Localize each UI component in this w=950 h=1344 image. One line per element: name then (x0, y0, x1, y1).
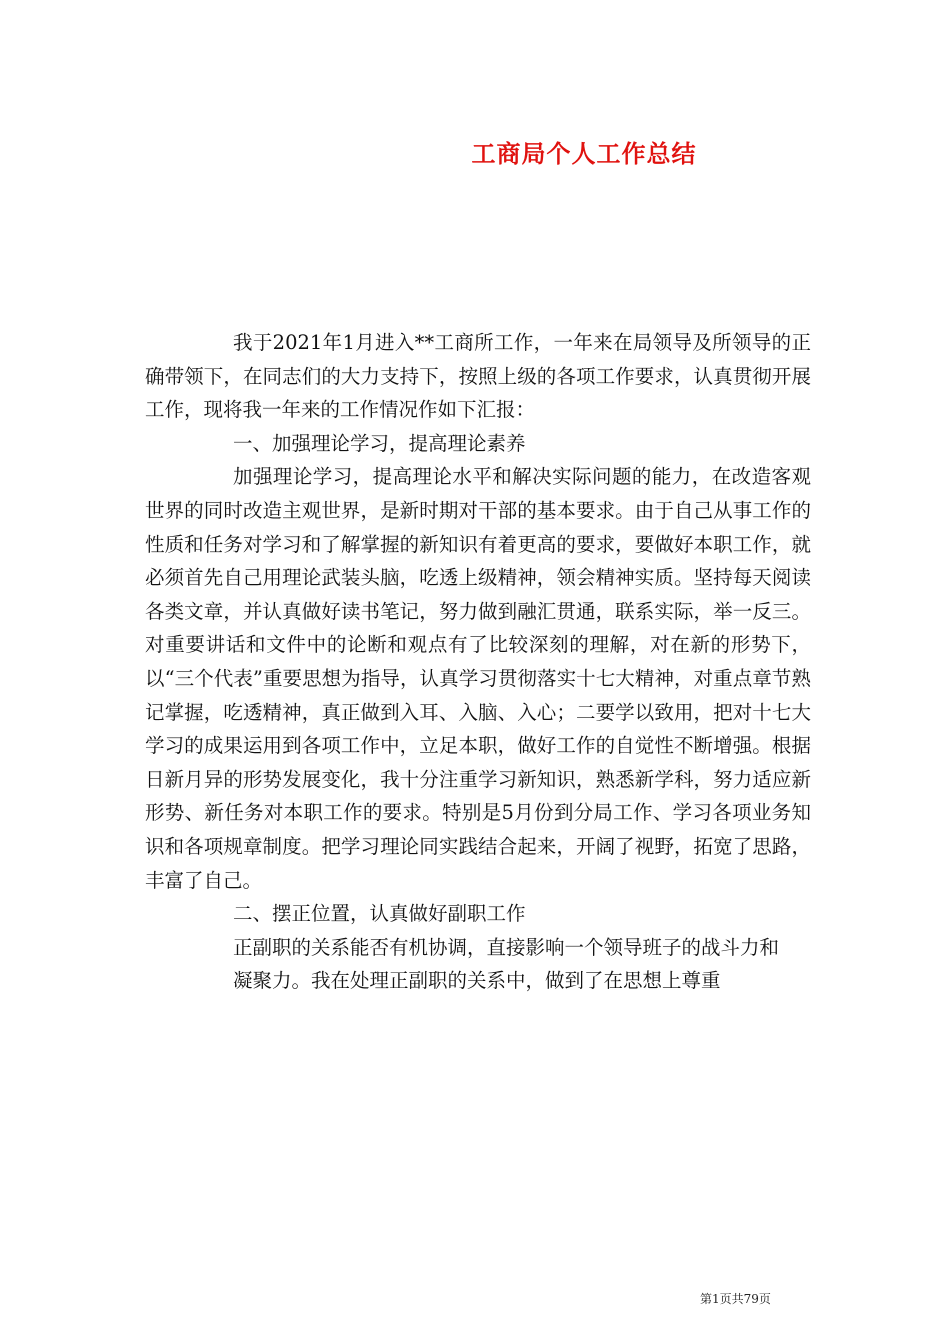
document-body (145, 326, 811, 998)
document-title: 工商局个人工作总结 (471, 139, 697, 168)
paragraph-section-2b: 凝聚力。我在处理正副职的关系中，做到了在思想上尊重 (233, 969, 721, 993)
paragraph-intro: 我于2021年1月进入**工商所工作，一年来在局领导及所领导的正确带领下，在同志们的大力支持下，按照上级的各项工作要求，认真贯彻开展工作，现将我一年来的工作情况作如下汇报： (145, 331, 811, 422)
paragraph-section-2a: 正副职的关系能否有机协调，直接影响一个领导班子的战斗力和 (233, 935, 780, 959)
section-heading-1: 一、加强理论学习，提高理论素养 (233, 431, 526, 455)
section-heading-2: 二、摆正位置，认真做好副职工作 (233, 902, 526, 926)
paragraph-section-1: 加强理论学习，提高理论水平和解决实际问题的能力，在改造客观世界的同时改造主观世界，是新时期对干部的基本要求。由于自己从事工作的性质和任务对学习和了解掌握的新知识有着更高的要求，要做好本职工作，就必须首先自己用理论武装头脑，吃透上级精神，领会精神实质。坚持每天阅读各类文章，并认真做好读书笔记，努力做到融汇贯通，联系实际，举一反三。对重要讲话和文件中的论断和观点有了比较深刻的理解，对在新的形势下，以“三个代表”重要思想为指导，认真学习贯彻落实十七大精神，对重点章节熟记掌握，吃透精神，真正做到入耳、入脑、入心；二要学以致用，把对十七大学习的成果运用到各项工作中，立足本职，做好工作的自觉性不断增强。根据日新月异的形势发展变化，我十分注重学习新知识，熟悉新学科，努力适应新形势、新任务对本职工作的要求。特别是5月份到分局工作、学习各项业务知识和各项规章制度。把学习理论同实践结合起来，开阔了视野，拓宽了思路，丰富了自己。 (145, 465, 811, 892)
page-number: 第1页共79页 (700, 1292, 771, 1306)
